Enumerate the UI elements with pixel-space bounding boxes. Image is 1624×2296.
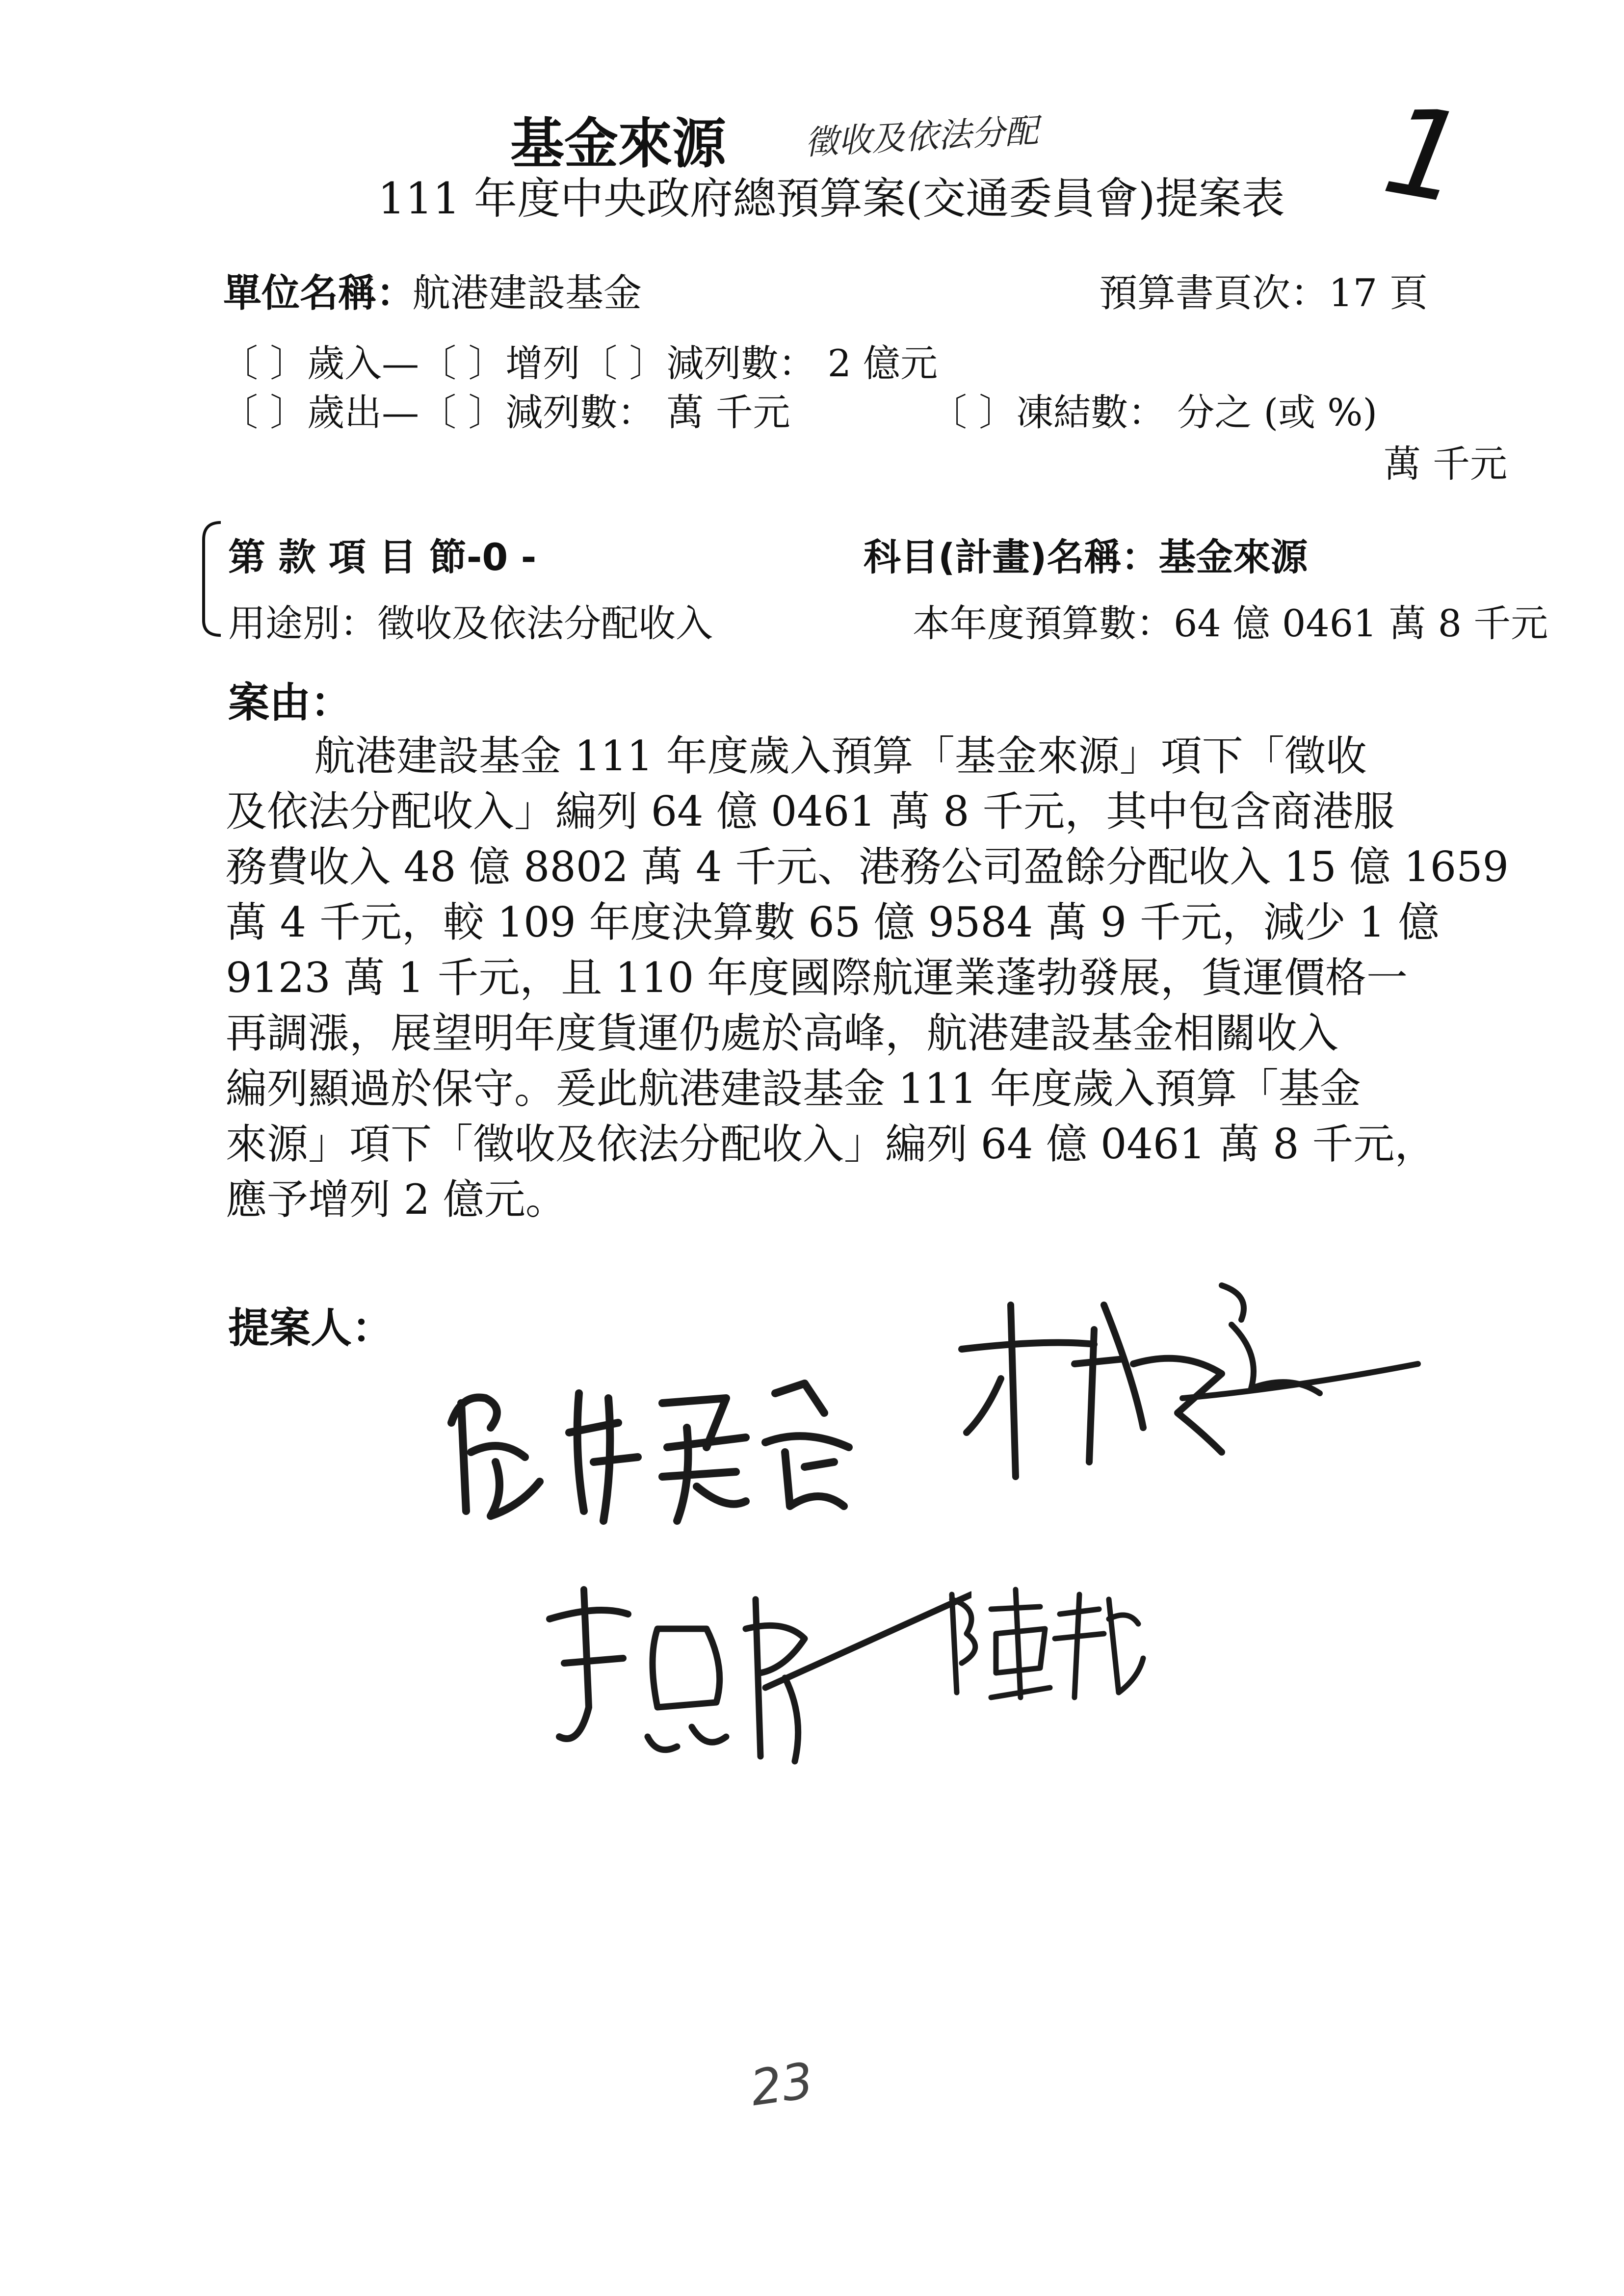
reason-line: 來源」項下「徵收及依法分配收入」編列 64 億 0461 萬 8 千元， bbox=[226, 1120, 1436, 1168]
handwritten-note: 徵收及依法分配 bbox=[804, 111, 1040, 163]
reason-line: 及依法分配收入」編列 64 億 0461 萬 8 千元，其中包含商港服 bbox=[226, 787, 1395, 835]
subject-name: 科目(計畫)名稱：基金來源 bbox=[864, 535, 1308, 579]
reason-line: 航港建設基金 111 年度歲入預算「基金來源」項下「徵收 bbox=[314, 732, 1367, 780]
reason-line: 務費收入 48 億 8802 萬 4 千元、港務公司盈餘分配收入 15 億 1659 bbox=[226, 843, 1509, 891]
reason-line: 應予增列 2 億元。 bbox=[226, 1175, 567, 1224]
page-mark: 1 bbox=[1374, 78, 1476, 232]
subject-section: 第 款 項 目 節-0 - bbox=[228, 535, 537, 579]
freeze-line: 〔 〕凍結數： 分之 (或 %) bbox=[930, 391, 1378, 434]
page-number: 23 bbox=[747, 2051, 817, 2117]
reason-body bbox=[196, 729, 1509, 1227]
unit-label: 單位名稱： bbox=[223, 271, 415, 315]
document-subtitle: 111 年度中央政府總預算案(交通委員會)提案表 bbox=[378, 173, 1285, 224]
subject-usage: 用途別：徵收及依法分配收入 bbox=[228, 601, 713, 645]
reason-line: 萬 4 千元，較 109 年度決算數 65 億 9584 萬 9 千元，減少 1 億 bbox=[226, 898, 1440, 946]
subject-bracket bbox=[194, 520, 223, 638]
signature-li bbox=[530, 1560, 971, 1766]
reason-line: 再調漲，展望明年度貨運仍處於高峰，航港建設基金相關收入 bbox=[226, 1009, 1339, 1057]
revenue-line: 〔 〕歲入—〔 〕增列〔 〕減列數： 2 億元 bbox=[221, 341, 938, 385]
proposer-label: 提案人： bbox=[228, 1304, 393, 1352]
freeze-amount: 萬 千元 bbox=[1384, 442, 1508, 486]
expense-line: 〔 〕歲出—〔 〕減列數： 萬 千元 bbox=[221, 391, 790, 434]
signature-lin bbox=[947, 1266, 1438, 1491]
unit-value: 航港建設基金 bbox=[412, 271, 642, 315]
budget-page-ref: 預算書頁次：17 頁 bbox=[1099, 271, 1428, 315]
reason-line: 9123 萬 1 千元，且 110 年度國際航運業蓬勃發展，貨運價格一 bbox=[226, 954, 1408, 1002]
signature-chen bbox=[942, 1580, 1148, 1707]
document-title: 基金來源 bbox=[510, 112, 726, 175]
reason-line: 編列顯過於保守。爰此航港建設基金 111 年度歲入預算「基金 bbox=[226, 1065, 1361, 1113]
subject-budget: 本年度預算數：64 億 0461 萬 8 千元 bbox=[913, 601, 1548, 645]
reason-heading: 案由： bbox=[228, 678, 352, 727]
signature-liu bbox=[432, 1364, 873, 1531]
